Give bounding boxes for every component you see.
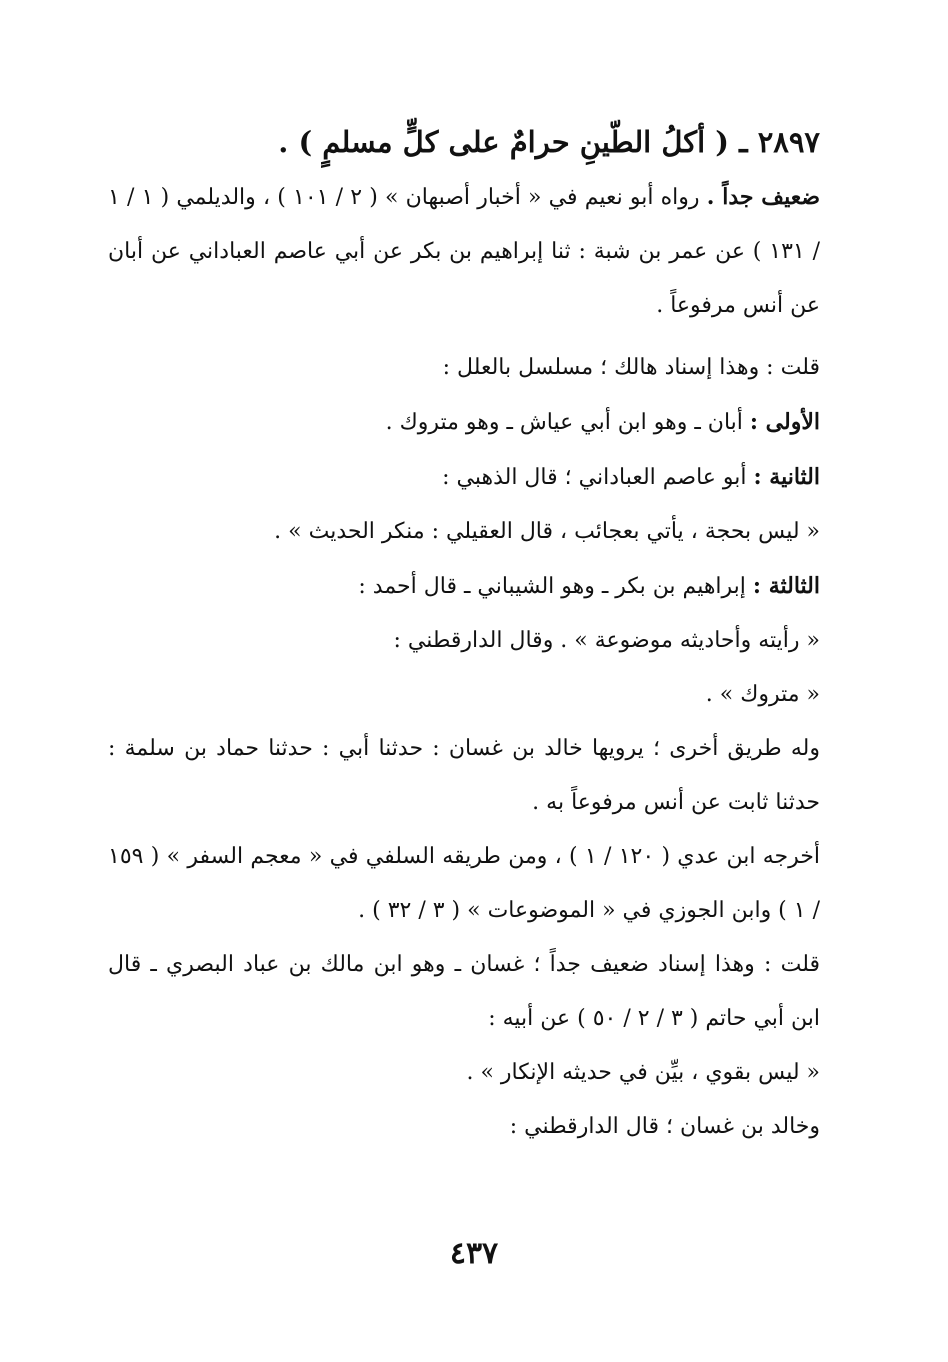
third-defect-label: الثالثة : [752,573,820,599]
paragraph-comment: قلت : وهذا إسناد هالك ؛ مسلسل بالعلل : [442,355,820,380]
paragraph-first-defect [108,395,820,450]
paragraph-khalid: وخالد بن غسان ؛ قال الدارقطني : [509,1114,820,1139]
paragraph-second-defect [108,450,820,505]
page-number: ٤٣٧ [449,1236,499,1271]
paragraph-quote-dhahabi: « ليس بحجة ، يأتي بعجائب ، قال العقيلي : منكر الحديث » . [274,519,820,544]
paragraph-quote-daraqutni: « متروك » . [705,682,820,707]
second-defect-text: أبو عاصم العباداني ؛ قال الذهبي : [442,465,754,490]
first-defect-label: الأولى : [749,409,820,435]
paragraph-quote-ahmad: « رأيته وأحاديثه موضوعة » . وقال الدارقطني : [393,628,820,653]
entry-heading [108,120,820,164]
paragraph-other-route: وله طريق أخرى ؛ يرويها خالد بن غسان : حدثنا أبي : حدثنا حماد بن سلمة : حدثنا ثابت عن أنس مرفوعاً به . [108,736,820,815]
grading-label: ضعيف جداً . [706,184,821,210]
paragraph-grading [108,170,820,333]
entry-title: ( أكلُ الطّينِ حرامٌ على كلٍّ مسلمٍ ) . [278,125,729,159]
second-defect-label: الثانية : [753,464,820,490]
paragraph-comment-ghassan: قلت : وهذا إسناد ضعيف جداً ؛ غسان ـ وهو ابن مالك بن عباد البصري ـ قال ابن أبي حاتم ( ٣ / ٢ / ٥٠ ) عن أبيه : [108,952,820,1031]
paragraph-takhrij: أخرجه ابن عدي ( ١٢٠ / ١ ) ، ومن طريقه السلفي في « معجم السفر » ( ١٥٩ / ١ ) وابن الجوزي في « الموضوعات » ( ٣ / ٣٢ ) . [108,844,820,923]
page-body [108,120,820,1154]
paragraph-third-defect [108,559,820,614]
third-defect-text: إبراهيم بن بكر ـ وهو الشيباني ـ قال أحمد : [358,574,753,599]
first-defect-text: أبان ـ وهو ابن أبي عياش ـ وهو متروك . [385,410,750,435]
paragraph-quote-abu-hatim: « ليس بقوي ، بيِّن في حديثه الإنكار » . [466,1060,820,1085]
entry-number: ٢٨٩٧ ـ [739,125,820,159]
grading-text: رواه أبو نعيم في « أخبار أصبهان » ( ٢ / ١٠١ ) ، والديلمي ( ١ / ١ / ١٣١ ) عن عمر بن شبة : ثنا إبراهيم بن بكر عن أبي عاصم العباداني عن أبان عن أنس مرفوعاً . [108,185,820,318]
